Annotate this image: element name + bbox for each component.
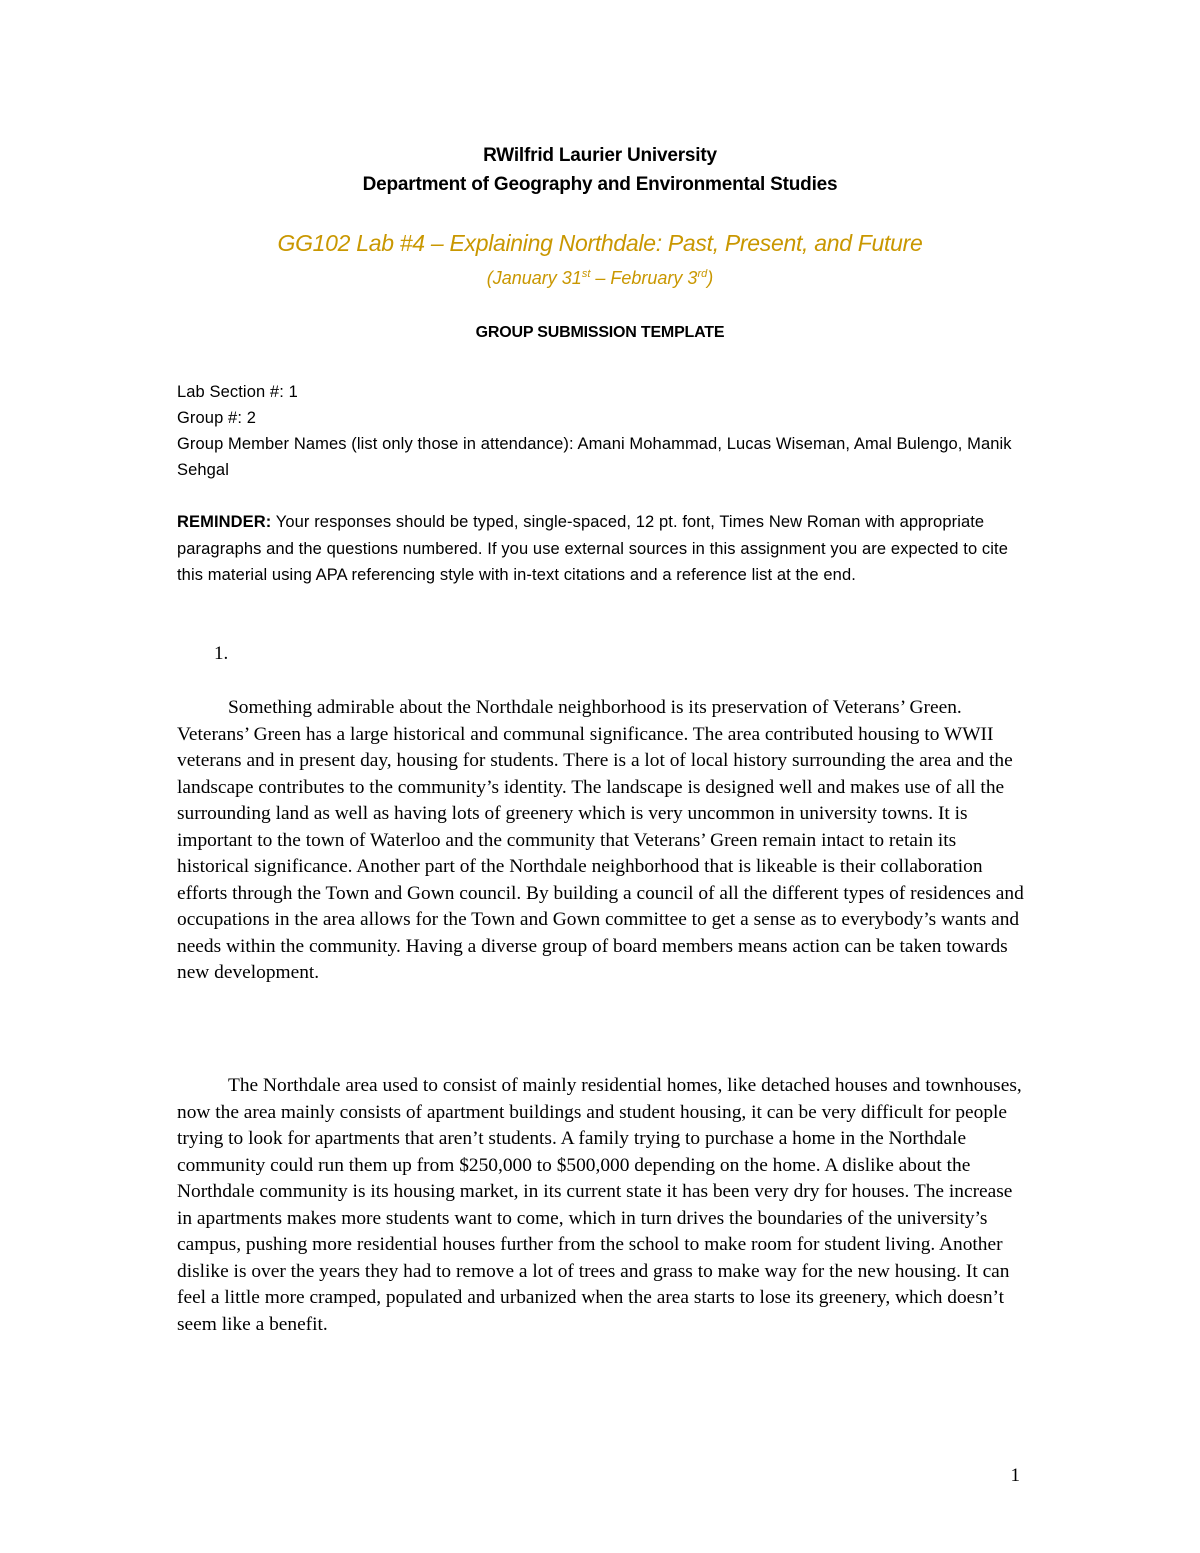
dates-sup-rd: rd — [697, 268, 708, 280]
dates-close: ) — [707, 268, 714, 288]
group-members-line: Group Member Names (list only those in attendance): Amani Mohammad, Lucas Wiseman, Amal Bulengo, Manik Sehgal — [177, 435, 1012, 479]
answer-paragraph-1: Something admirable about the Northdale neighborhood is its preservation of Veterans’ Green. Veterans’ Green has a large historical and communal significance. The area contributed housing to WWII veterans and in present day, housing for students. There is a lot of local history surrounding the area and the landscape contributes to the community’s identity. The landscape is designed well and makes use of all the surrounding land as well as having lots of greenery which is very uncommon in university towns. It is important to the town of Waterloo and the community that Veterans’ Green remain intact to retain its historical significance. Another part of the Northdale neighborhood that is likeable is their collaboration efforts through the Town and Gown council. By building a council of all the different types of residences and occupations in the area allows for the Town and Gown committee to get a sense as to everybody’s wants and needs within the community. Having a diverse group of board members means action can be taken towards new development. — [177, 697, 1024, 983]
lab-title: GG102 Lab #4 – Explaining Northdale: Past, Present, and Future — [277, 230, 923, 256]
department-name: Department of Geography and Environmental Studies — [362, 174, 838, 195]
dates-open: (January 31 — [486, 268, 582, 288]
question-number: 1. — [214, 643, 229, 664]
lab-section-line: Lab Section #: 1 — [177, 383, 298, 401]
university-name: RWilfrid Laurier University — [483, 145, 717, 166]
answer-paragraph-2: The Northdale area used to consist of mainly residential homes, like detached houses and townhouses, now the area mainly consists of apartment buildings and student housing, it can be very difficult for people trying to look for apartments that aren’t students. A family trying to purchase a home in the Northdale community could run them up from $250,000 to $500,000 depending on the home. A dislike about the Northdale community is its housing market, in its current state it has been very dry for houses. The increase in apartments makes more students want to come, which in turn drives the boundaries of the university’s campus, pushing more residential houses further from the school to make room for student living. Another dislike is over the years they had to remove a lot of trees and grass to make way for the new housing. It can feel a little more cramped, populated and urbanized when the area starts to lose its greenery, which doesn’t seem like a benefit. — [177, 1075, 1022, 1335]
reminder-text: Your responses should be typed, single-spaced, 12 pt. font, Times New Roman with appropriate paragraphs and the questions numbered. If you use external sources in this assignment you are expected to cite this material using APA referencing style with in-text citations and a reference list at the end. — [177, 513, 1008, 584]
dates-sup-st: st — [581, 268, 591, 280]
lab-dates — [0, 268, 1200, 289]
reminder-block — [177, 509, 1022, 589]
dates-mid: – February 3 — [590, 268, 698, 288]
group-number-line: Group #: 2 — [177, 409, 256, 427]
submission-template-label: GROUP SUBMISSION TEMPLATE — [475, 324, 725, 341]
reminder-label: REMINDER: — [177, 513, 272, 531]
page-number: 1 — [1010, 1465, 1020, 1486]
